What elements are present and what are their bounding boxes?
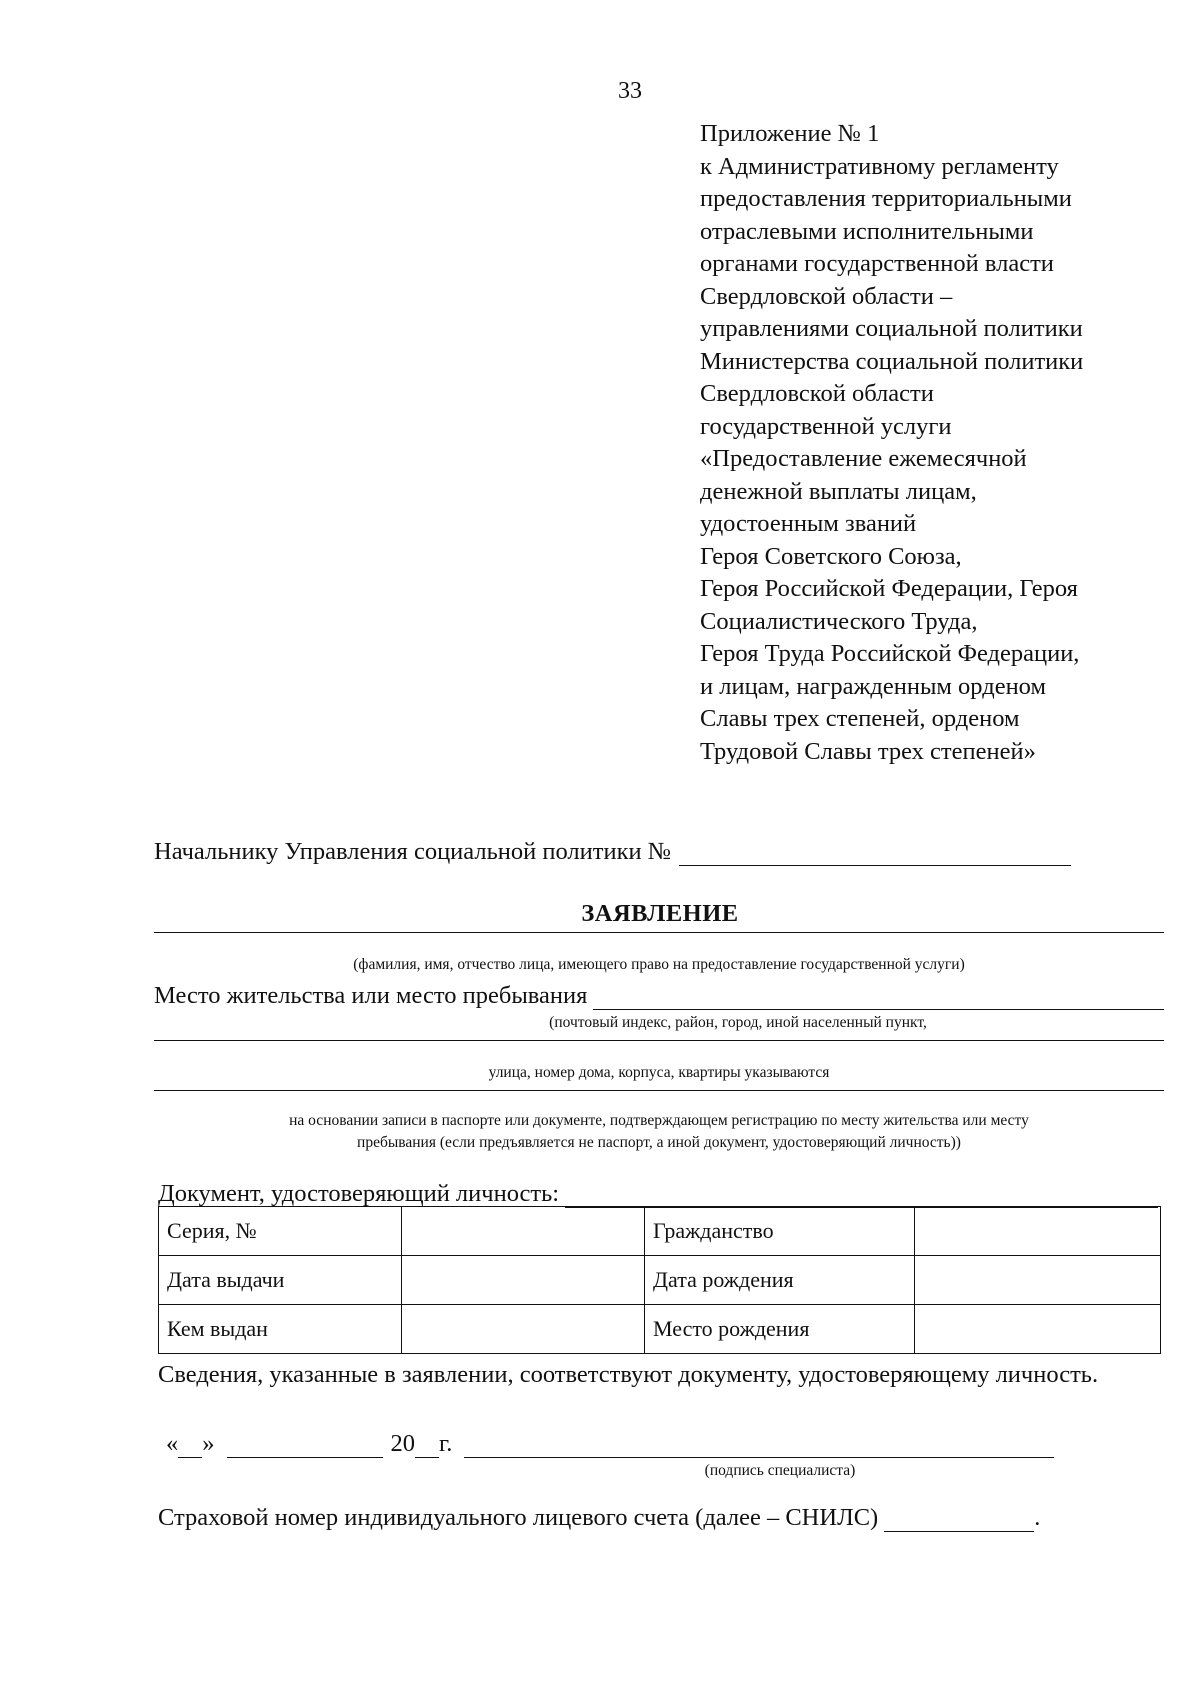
issued-by-cell[interactable] bbox=[402, 1305, 645, 1354]
appendix-line: отраслевыми исполнительными bbox=[700, 217, 1034, 245]
appendix-line: и лицам, награжденным орденом bbox=[700, 672, 1046, 700]
citizenship-label: Гражданство bbox=[645, 1207, 915, 1256]
residence-field-1[interactable] bbox=[593, 987, 1164, 1010]
day-field[interactable] bbox=[178, 1435, 202, 1458]
appendix-line: Свердловской области bbox=[700, 380, 934, 407]
appendix-line: Министерства социальной политики bbox=[700, 347, 1084, 375]
table-row bbox=[159, 1256, 1161, 1305]
quote-close: » bbox=[202, 1430, 215, 1457]
residence-field-3[interactable] bbox=[154, 1090, 1164, 1091]
identity-document-row bbox=[158, 1180, 1158, 1208]
snils-end: . bbox=[1034, 1504, 1041, 1531]
residence-hint-4: пребывания (если предъявляется не паспорт, а иной документ, удостоверяющий личность)) bbox=[357, 1134, 961, 1151]
appendix-line: Героя Российской Федерации, Героя bbox=[700, 575, 1078, 602]
table-row bbox=[159, 1305, 1161, 1354]
residence-hint-1: (почтовый индекс, район, город, иной населенный пункт, bbox=[549, 1014, 927, 1031]
issue-date-label: Дата выдачи bbox=[159, 1256, 402, 1305]
appendix-line: органами государственной власти bbox=[700, 250, 1054, 277]
appendix-line: удостоенным званий bbox=[700, 510, 917, 537]
appendix-line: Славы трех степеней, орденом bbox=[700, 705, 1020, 732]
series-number-label: Серия, № bbox=[159, 1207, 402, 1256]
birth-date-cell[interactable] bbox=[915, 1256, 1161, 1305]
residence-row bbox=[154, 982, 1164, 1010]
series-number-cell[interactable] bbox=[402, 1207, 645, 1256]
issued-by-label: Кем выдан bbox=[159, 1305, 402, 1354]
snils-row bbox=[158, 1504, 1168, 1532]
issue-date-cell[interactable] bbox=[402, 1256, 645, 1305]
birth-place-label: Место рождения bbox=[645, 1305, 915, 1354]
appendix-line: Героя Советского Союза, bbox=[700, 542, 962, 570]
identity-document-field[interactable] bbox=[565, 1185, 1158, 1208]
year-prefix: 20 bbox=[390, 1430, 415, 1457]
specialist-signature-field[interactable] bbox=[464, 1435, 1054, 1458]
appendix-line: денежной выплаты лицам, bbox=[700, 477, 977, 505]
residence-hint-3: на основании записи в паспорте или документе, подтверждающем регистрацию по месту жительства или месту bbox=[289, 1112, 1029, 1129]
appendix-line: Героя Труда Российской Федерации, bbox=[700, 640, 1080, 667]
month-field[interactable] bbox=[227, 1435, 383, 1458]
signature-hint: (подпись специалиста) bbox=[704, 1462, 856, 1479]
appendix-line: «Предоставление ежемесячной bbox=[700, 445, 1027, 472]
residence-hint-2: улица, номер дома, корпуса, квартиры указываются bbox=[488, 1064, 830, 1081]
appendix-line: Приложение № 1 bbox=[700, 120, 880, 147]
year-field[interactable] bbox=[415, 1435, 439, 1458]
appendix-line: Социалистического Труда, bbox=[700, 607, 978, 635]
identity-document-label: Документ, удостоверяющий личность: bbox=[158, 1180, 560, 1207]
citizenship-cell[interactable] bbox=[915, 1207, 1161, 1256]
appendix-line: предоставления территориальными bbox=[700, 185, 1072, 212]
quote-open: « bbox=[166, 1430, 179, 1457]
verification-date-row bbox=[166, 1430, 1086, 1458]
appendix-line: Свердловской области – bbox=[700, 282, 953, 310]
identity-table bbox=[158, 1206, 1161, 1354]
snils-label: Страховой номер индивидуального лицевого счета (далее – СНИЛС) bbox=[158, 1504, 879, 1531]
applicant-name-field[interactable] bbox=[154, 932, 1164, 933]
appendix-line: к Административному регламенту bbox=[700, 152, 1059, 180]
document-title: ЗАЯВЛЕНИЕ bbox=[581, 900, 739, 927]
residence-field-2[interactable] bbox=[154, 1040, 1164, 1041]
birth-place-cell[interactable] bbox=[915, 1305, 1161, 1354]
year-suffix: г. bbox=[439, 1430, 453, 1457]
table-row bbox=[159, 1207, 1161, 1256]
verification-text: Сведения, указанные в заявлении, соответствуют документу, удостоверяющему личность. bbox=[158, 1361, 1099, 1388]
department-number-field[interactable] bbox=[679, 843, 1071, 866]
appendix-line: Трудовой Славы трех степеней» bbox=[700, 737, 1036, 765]
addressee-label: Начальнику Управления социальной политики № bbox=[154, 838, 672, 865]
applicant-name-hint: (фамилия, имя, отчество лица, имеющего право на предоставление государственной услуги) bbox=[353, 956, 965, 973]
page-number: 33 bbox=[618, 78, 642, 104]
residence-label: Место жительства или место пребывания bbox=[154, 982, 588, 1009]
snils-field[interactable] bbox=[884, 1509, 1034, 1532]
appendix-line: государственной услуги bbox=[700, 412, 952, 440]
birth-date-label: Дата рождения bbox=[645, 1256, 915, 1305]
appendix-header bbox=[700, 118, 1160, 768]
addressee-row bbox=[154, 838, 1164, 866]
appendix-line: управлениями социальной политики bbox=[700, 315, 1083, 342]
